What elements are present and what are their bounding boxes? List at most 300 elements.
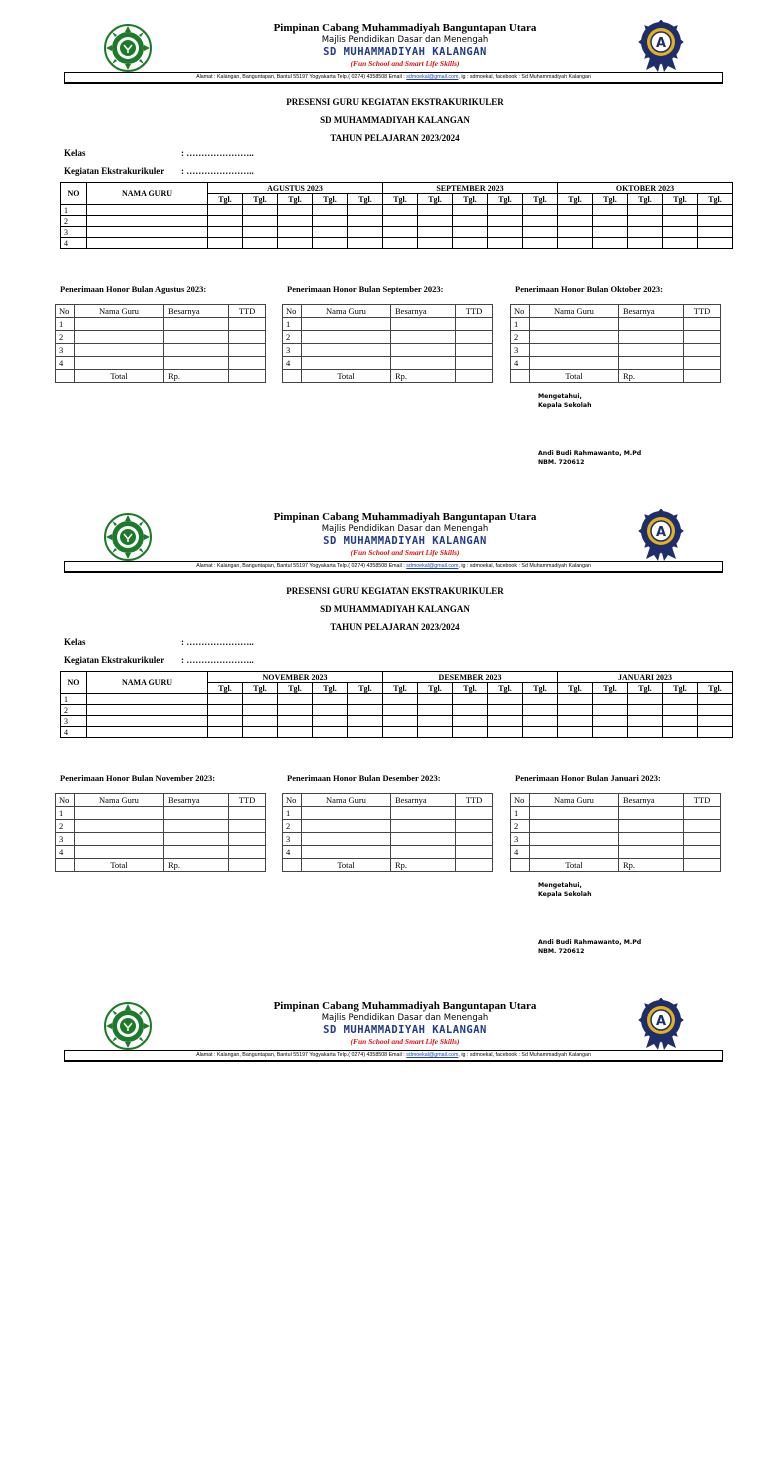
tgl-cell[interactable] <box>628 205 663 216</box>
honor-cell[interactable] <box>684 833 721 846</box>
no-col: No <box>56 305 75 318</box>
tgl-cell[interactable] <box>243 727 278 738</box>
nama-guru-col: Nama Guru <box>302 305 391 318</box>
honor-cell[interactable] <box>164 846 229 859</box>
address-bar <box>64 1050 723 1062</box>
mengetahui-label: Mengetahui, <box>538 393 582 400</box>
signature-heading <box>538 392 592 410</box>
tgl-cell[interactable] <box>348 694 383 705</box>
tgl-cell[interactable] <box>523 216 558 227</box>
tgl-cell[interactable] <box>663 216 698 227</box>
honor-cell[interactable] <box>684 846 721 859</box>
total-label: Total <box>75 370 164 383</box>
tgl-cell[interactable] <box>208 216 243 227</box>
honor-cell[interactable] <box>164 331 229 344</box>
honor-cell[interactable] <box>456 318 493 331</box>
besarnya-col: Besarnya <box>164 794 229 807</box>
honor-cell[interactable] <box>456 833 493 846</box>
honor-cell[interactable] <box>684 820 721 833</box>
tgl-cell[interactable] <box>488 216 523 227</box>
honor-cell[interactable] <box>619 331 684 344</box>
tgl-cell[interactable] <box>278 727 313 738</box>
tgl-cell[interactable] <box>383 705 418 716</box>
tgl-cell[interactable] <box>278 705 313 716</box>
tgl-cell[interactable] <box>628 216 663 227</box>
tgl-cell[interactable] <box>208 705 243 716</box>
tgl-cell[interactable] <box>558 205 593 216</box>
honor-cell[interactable] <box>302 318 391 331</box>
tgl-cell[interactable] <box>558 227 593 238</box>
tgl-cell[interactable] <box>593 727 628 738</box>
honor-cell[interactable] <box>530 846 619 859</box>
tgl-header: Tgl. <box>698 194 733 205</box>
table-row <box>61 716 733 727</box>
tgl-cell[interactable] <box>243 694 278 705</box>
no-header: NO <box>61 672 87 694</box>
tgl-cell[interactable] <box>453 205 488 216</box>
honor-table <box>282 304 493 383</box>
honor-row-number: 4 <box>511 357 530 370</box>
honor-cell[interactable] <box>391 833 456 846</box>
honor-cell[interactable] <box>75 846 164 859</box>
tgl-cell[interactable] <box>383 727 418 738</box>
honor-row-number: 1 <box>511 807 530 820</box>
honor-cell[interactable] <box>229 318 266 331</box>
nama-guru-col: Nama Guru <box>75 305 164 318</box>
honor-title: Penerimaan Honor Bulan Desember 2023: <box>287 773 441 783</box>
tgl-cell[interactable] <box>278 238 313 249</box>
nama-guru-cell[interactable] <box>87 216 208 227</box>
tgl-cell[interactable] <box>628 727 663 738</box>
honor-cell[interactable] <box>75 820 164 833</box>
honor-cell[interactable] <box>530 820 619 833</box>
kepala-sekolah-label: Kepala Sekolah <box>538 891 592 898</box>
tgl-cell[interactable] <box>628 716 663 727</box>
honor-row <box>511 344 721 357</box>
kegiatan-field <box>64 166 254 176</box>
tgl-cell[interactable] <box>418 205 453 216</box>
tgl-cell[interactable] <box>313 727 348 738</box>
month-header: OKTOBER 2023 <box>558 183 733 194</box>
tgl-cell[interactable] <box>383 694 418 705</box>
tgl-cell[interactable] <box>698 694 733 705</box>
tgl-cell[interactable] <box>313 705 348 716</box>
tgl-cell[interactable] <box>663 716 698 727</box>
honor-cell[interactable] <box>456 820 493 833</box>
tgl-cell[interactable] <box>698 205 733 216</box>
honor-cell[interactable] <box>75 331 164 344</box>
tgl-cell[interactable] <box>558 216 593 227</box>
principal-nbm: NBM. 720612 <box>538 459 585 466</box>
tgl-header: Tgl. <box>313 683 348 694</box>
table-row <box>61 227 733 238</box>
tgl-cell[interactable] <box>418 227 453 238</box>
tgl-cell[interactable] <box>243 227 278 238</box>
honor-header-row <box>283 305 493 318</box>
honor-cell[interactable] <box>229 846 266 859</box>
honor-cell[interactable] <box>302 331 391 344</box>
tgl-cell[interactable] <box>418 716 453 727</box>
tgl-cell[interactable] <box>698 705 733 716</box>
honor-cell[interactable] <box>229 357 266 370</box>
tgl-cell[interactable] <box>348 238 383 249</box>
honor-cell[interactable] <box>619 344 684 357</box>
tgl-cell[interactable] <box>558 694 593 705</box>
honor-cell[interactable] <box>684 318 721 331</box>
tgl-header: Tgl. <box>348 683 383 694</box>
tgl-header: Tgl. <box>698 683 733 694</box>
honor-cell[interactable] <box>164 833 229 846</box>
tgl-cell[interactable] <box>523 705 558 716</box>
header-line-org: Pimpinan Cabang Muhammadiyah Banguntapan Utara <box>273 1000 537 1012</box>
tgl-cell[interactable] <box>243 705 278 716</box>
svg-text:A: A <box>655 1014 667 1029</box>
honor-title: Penerimaan Honor Bulan Oktober 2023: <box>515 284 663 294</box>
honor-title: Penerimaan Honor Bulan Agustus 2023: <box>60 284 207 294</box>
row-number: 2 <box>61 705 87 716</box>
no-col: No <box>56 794 75 807</box>
tgl-cell[interactable] <box>593 705 628 716</box>
honor-row <box>283 357 493 370</box>
address-bar <box>64 72 723 84</box>
honor-cell[interactable] <box>684 344 721 357</box>
honor-row-number: 1 <box>56 807 75 820</box>
attendance-table <box>60 671 733 738</box>
document-title-3: TAHUN PELAJARAN 2023/2024 <box>330 133 460 143</box>
tgl-header: Tgl. <box>558 683 593 694</box>
tgl-cell[interactable] <box>348 227 383 238</box>
tgl-cell[interactable] <box>418 705 453 716</box>
honor-cell[interactable] <box>229 820 266 833</box>
total-rp: Rp. <box>619 859 684 872</box>
honor-row-number: 3 <box>283 344 302 357</box>
total-label: Total <box>530 859 619 872</box>
honor-row-number: 3 <box>283 833 302 846</box>
email-link[interactable]: sdmoekal@gmail.com <box>406 74 459 80</box>
honor-header-row <box>511 305 721 318</box>
month-header: SEPTEMBER 2023 <box>383 183 558 194</box>
honor-cell[interactable] <box>530 833 619 846</box>
honor-cell[interactable] <box>530 318 619 331</box>
tgl-cell[interactable] <box>243 716 278 727</box>
tgl-header: Tgl. <box>453 683 488 694</box>
tgl-cell[interactable] <box>628 238 663 249</box>
month-header: DESEMBER 2023 <box>383 672 558 683</box>
honor-cell[interactable] <box>75 833 164 846</box>
honor-cell[interactable] <box>164 357 229 370</box>
honor-cell[interactable] <box>302 344 391 357</box>
tgl-cell[interactable] <box>278 694 313 705</box>
no-col: No <box>283 794 302 807</box>
tgl-cell[interactable] <box>558 716 593 727</box>
total-rp: Rp. <box>391 370 456 383</box>
honor-cell[interactable] <box>391 357 456 370</box>
tgl-cell[interactable] <box>663 705 698 716</box>
honor-row-number: 2 <box>283 331 302 344</box>
total-ttd <box>684 370 721 383</box>
tgl-cell[interactable] <box>628 705 663 716</box>
tgl-cell[interactable] <box>523 205 558 216</box>
tgl-header: Tgl. <box>558 194 593 205</box>
honor-row <box>511 833 721 846</box>
tgl-cell[interactable] <box>348 727 383 738</box>
tgl-cell[interactable] <box>418 238 453 249</box>
honor-cell[interactable] <box>619 357 684 370</box>
form-page <box>0 489 768 979</box>
document-title-3: TAHUN PELAJARAN 2023/2024 <box>330 622 460 632</box>
svg-text:A: A <box>655 525 667 540</box>
honor-cell[interactable] <box>619 318 684 331</box>
honor-row <box>56 846 266 859</box>
tgl-cell[interactable] <box>453 705 488 716</box>
tgl-cell[interactable] <box>698 727 733 738</box>
tgl-cell[interactable] <box>523 227 558 238</box>
honor-row-number: 2 <box>56 331 75 344</box>
tgl-cell[interactable] <box>488 227 523 238</box>
honor-cell[interactable] <box>164 807 229 820</box>
tgl-cell[interactable] <box>698 216 733 227</box>
tgl-cell[interactable] <box>348 216 383 227</box>
honor-cell[interactable] <box>302 820 391 833</box>
tgl-cell[interactable] <box>663 694 698 705</box>
honor-cell[interactable] <box>684 807 721 820</box>
honor-cell[interactable] <box>75 807 164 820</box>
honor-cell[interactable] <box>530 807 619 820</box>
honor-row-number: 2 <box>283 820 302 833</box>
honor-cell[interactable] <box>164 344 229 357</box>
honor-cell[interactable] <box>229 344 266 357</box>
honor-cell[interactable] <box>391 318 456 331</box>
tgl-cell[interactable] <box>313 205 348 216</box>
honor-cell[interactable] <box>619 820 684 833</box>
honor-row-number: 1 <box>283 807 302 820</box>
honor-cell[interactable] <box>302 846 391 859</box>
honor-cell[interactable] <box>456 344 493 357</box>
tgl-cell[interactable] <box>383 238 418 249</box>
header-line-majlis: Majlis Pendidikan Dasar dan Menengah <box>321 524 489 534</box>
tgl-cell[interactable] <box>208 694 243 705</box>
honor-cell[interactable] <box>75 357 164 370</box>
tgl-cell[interactable] <box>593 716 628 727</box>
signature-heading <box>538 881 592 899</box>
total-rp: Rp. <box>164 859 229 872</box>
tgl-cell[interactable] <box>558 238 593 249</box>
tgl-cell[interactable] <box>628 694 663 705</box>
tgl-cell[interactable] <box>278 205 313 216</box>
honor-cell[interactable] <box>391 331 456 344</box>
honor-cell[interactable] <box>530 357 619 370</box>
honor-cell[interactable] <box>302 807 391 820</box>
tgl-cell[interactable] <box>488 205 523 216</box>
tgl-cell[interactable] <box>488 705 523 716</box>
tgl-cell[interactable] <box>628 227 663 238</box>
tgl-cell[interactable] <box>593 205 628 216</box>
total-ttd <box>684 859 721 872</box>
tgl-cell[interactable] <box>243 238 278 249</box>
tgl-cell[interactable] <box>278 227 313 238</box>
honor-cell[interactable] <box>684 357 721 370</box>
tgl-cell[interactable] <box>418 694 453 705</box>
document-title-1: PRESENSI GURU KEGIATAN EKSTRAKURIKULER <box>286 97 504 107</box>
tgl-cell[interactable] <box>208 205 243 216</box>
letterhead <box>200 22 610 69</box>
tgl-cell[interactable] <box>558 705 593 716</box>
honor-cell[interactable] <box>302 357 391 370</box>
tgl-cell[interactable] <box>488 716 523 727</box>
tgl-cell[interactable] <box>523 694 558 705</box>
kepala-sekolah-label: Kepala Sekolah <box>538 402 592 409</box>
honor-cell[interactable] <box>75 318 164 331</box>
tgl-cell[interactable] <box>208 716 243 727</box>
email-link[interactable]: sdmoekal@gmail.com <box>406 1052 459 1058</box>
accreditation-a-badge <box>636 998 686 1050</box>
tgl-cell[interactable] <box>313 227 348 238</box>
tgl-cell[interactable] <box>488 238 523 249</box>
honor-cell[interactable] <box>456 331 493 344</box>
honor-cell[interactable] <box>530 344 619 357</box>
tgl-cell[interactable] <box>418 727 453 738</box>
tgl-cell[interactable] <box>313 216 348 227</box>
nama-guru-cell[interactable] <box>87 716 208 727</box>
honor-cell[interactable] <box>302 833 391 846</box>
tgl-cell[interactable] <box>278 216 313 227</box>
total-label: Total <box>530 370 619 383</box>
honor-cell[interactable] <box>530 331 619 344</box>
row-number: 1 <box>61 205 87 216</box>
tgl-header: Tgl. <box>663 683 698 694</box>
tgl-cell[interactable] <box>663 205 698 216</box>
tgl-cell[interactable] <box>208 227 243 238</box>
tgl-cell[interactable] <box>453 694 488 705</box>
honor-cell[interactable] <box>456 357 493 370</box>
tgl-cell[interactable] <box>488 694 523 705</box>
nama-guru-cell[interactable] <box>87 694 208 705</box>
honor-cell[interactable] <box>619 846 684 859</box>
honor-cell[interactable] <box>75 344 164 357</box>
tgl-cell[interactable] <box>558 727 593 738</box>
tgl-cell[interactable] <box>418 216 453 227</box>
honor-title: Penerimaan Honor Bulan Januari 2023: <box>515 773 661 783</box>
tgl-header: Tgl. <box>208 194 243 205</box>
tgl-cell[interactable] <box>383 205 418 216</box>
tgl-cell[interactable] <box>593 694 628 705</box>
tgl-header: Tgl. <box>418 683 453 694</box>
tgl-header: Tgl. <box>628 194 663 205</box>
tgl-cell[interactable] <box>523 238 558 249</box>
tgl-header: Tgl. <box>243 194 278 205</box>
tgl-cell[interactable] <box>453 716 488 727</box>
honor-cell[interactable] <box>684 331 721 344</box>
honor-total-row <box>283 370 493 383</box>
honor-cell[interactable] <box>229 807 266 820</box>
tgl-cell[interactable] <box>313 694 348 705</box>
honor-cell[interactable] <box>456 807 493 820</box>
tgl-cell[interactable] <box>593 238 628 249</box>
nama-guru-cell[interactable] <box>87 238 208 249</box>
honor-cell[interactable] <box>391 344 456 357</box>
tgl-cell[interactable] <box>208 238 243 249</box>
tgl-cell[interactable] <box>243 205 278 216</box>
tgl-cell[interactable] <box>383 227 418 238</box>
tgl-cell[interactable] <box>453 216 488 227</box>
tgl-cell[interactable] <box>243 216 278 227</box>
tgl-cell[interactable] <box>453 727 488 738</box>
tgl-cell[interactable] <box>348 705 383 716</box>
tgl-cell[interactable] <box>663 238 698 249</box>
mengetahui-label: Mengetahui, <box>538 882 582 889</box>
tgl-cell[interactable] <box>593 216 628 227</box>
honor-cell[interactable] <box>619 807 684 820</box>
honor-row <box>56 344 266 357</box>
nama-guru-cell[interactable] <box>87 227 208 238</box>
tgl-cell[interactable] <box>488 727 523 738</box>
tgl-cell[interactable] <box>663 727 698 738</box>
nama-guru-cell[interactable] <box>87 705 208 716</box>
email-link[interactable]: sdmoekal@gmail.com <box>406 563 459 569</box>
tgl-header: Tgl. <box>418 194 453 205</box>
tgl-cell[interactable] <box>313 716 348 727</box>
honor-cell[interactable] <box>229 833 266 846</box>
honor-row-number: 1 <box>511 318 530 331</box>
table-row <box>61 705 733 716</box>
tgl-header: Tgl. <box>278 683 313 694</box>
kelas-field-fill: : ………………….. <box>181 637 254 647</box>
form-page <box>0 0 768 490</box>
address-text: Alamat : Kalangan, Banguntapan, Bantul 55197 Yogyakarta Telp.( 0274) 4358508 Email : <box>196 563 407 569</box>
honor-table <box>510 304 721 383</box>
honor-cell[interactable] <box>391 807 456 820</box>
month-header: JANUARI 2023 <box>558 672 733 683</box>
total-ttd <box>229 859 266 872</box>
honor-row-number: 2 <box>511 820 530 833</box>
address-social: , ig : sdmoekal, facebook : Sd Muhammadiyah Kalangan <box>458 1052 591 1058</box>
tgl-cell[interactable] <box>523 727 558 738</box>
nama-guru-cell[interactable] <box>87 205 208 216</box>
tgl-header: Tgl. <box>383 194 418 205</box>
tgl-cell[interactable] <box>698 238 733 249</box>
honor-cell[interactable] <box>391 846 456 859</box>
honor-cell[interactable] <box>619 833 684 846</box>
tgl-cell[interactable] <box>383 716 418 727</box>
principal-name: Andi Budi Rahmawanto, M.Pd <box>538 450 642 457</box>
accreditation-a-badge <box>636 509 686 561</box>
tgl-cell[interactable] <box>698 716 733 727</box>
honor-cell[interactable] <box>164 318 229 331</box>
row-number: 4 <box>61 238 87 249</box>
no-col: No <box>511 794 530 807</box>
honor-row <box>511 357 721 370</box>
tgl-cell[interactable] <box>663 227 698 238</box>
tgl-cell[interactable] <box>593 227 628 238</box>
tgl-cell[interactable] <box>208 727 243 738</box>
nama-guru-cell[interactable] <box>87 727 208 738</box>
honor-cell[interactable] <box>391 820 456 833</box>
tgl-cell[interactable] <box>348 205 383 216</box>
honor-cell[interactable] <box>164 820 229 833</box>
honor-row <box>56 331 266 344</box>
honor-cell[interactable] <box>456 846 493 859</box>
tgl-cell[interactable] <box>453 227 488 238</box>
besarnya-col: Besarnya <box>164 305 229 318</box>
tgl-cell[interactable] <box>383 216 418 227</box>
tgl-cell[interactable] <box>278 716 313 727</box>
tgl-cell[interactable] <box>313 238 348 249</box>
tgl-cell[interactable] <box>698 227 733 238</box>
tgl-cell[interactable] <box>453 238 488 249</box>
tgl-cell[interactable] <box>523 716 558 727</box>
tgl-cell[interactable] <box>348 716 383 727</box>
honor-cell[interactable] <box>229 331 266 344</box>
